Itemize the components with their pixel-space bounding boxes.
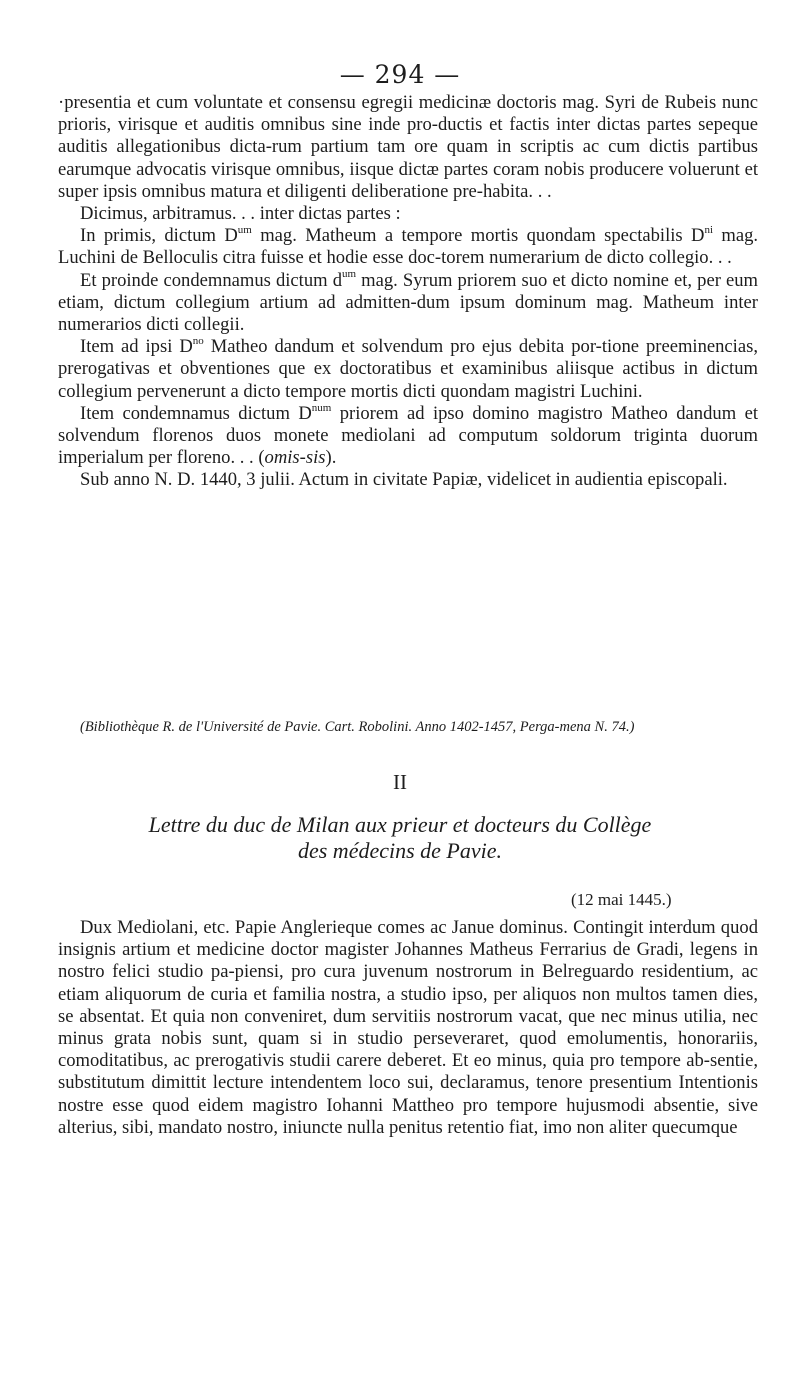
paragraph (58, 270, 758, 337)
superscript: no (192, 335, 204, 348)
arbitration-text (58, 92, 758, 492)
text-run: Et proinde condemnamus dictum d (80, 269, 342, 291)
letter-text (58, 917, 758, 1139)
text-run: priorem ad ipso domino magistro Matheo dandum et solvendum florenos duos monete mediolani ad computum soldorum triginta duorum imperialum per floreno. . . ( (58, 402, 758, 469)
text-run: ). (325, 447, 337, 469)
text-run: Item condemnamus dictum D (80, 402, 312, 424)
superscript: um (342, 268, 357, 281)
text-run: In primis, dictum D (80, 225, 238, 247)
section-title (0, 812, 800, 864)
title-line: Lettre du duc de Milan aux prieur et docteurs du Collège (148, 812, 652, 837)
letter-date: (12 mai 1445.) (571, 890, 672, 909)
text-run: mag. Matheum a tempore mortis quondam spectabilis D (251, 225, 705, 247)
paragraph (58, 403, 758, 470)
superscript: ni (704, 224, 713, 237)
paragraph (58, 336, 758, 403)
paragraph: ·presentia et cum voluntate et consensu egregii medicinæ doctoris mag. Syri de Rubeis nunc prioris, virisque et auditis omnibus sine inde pro-ductis et factis inter dictas partes sepeque auditis allegationibus dicta-rum partium tam ore quam in scriptis ac cum dictis partibus earumque advocatis virisque omnibus, iisque dictæ partes coram nobis producere voluerunt et super ipsis omnibus matura et diligenti deliberatione pre-habita. . . (58, 92, 758, 202)
page-number: — 294 — (339, 60, 461, 89)
text-run: Matheo dandum et solvendum pro ejus debita por-tione preeminencias, prerogativas et obventiones que ex doctoratibus et examinibus aliisque actibus in dictum collegium pervenerunt a dicto tempore mortis dicti quondam magistri Luchini. (58, 336, 758, 402)
italic-run: omis-sis (264, 447, 326, 469)
paragraph (58, 225, 758, 269)
superscript: num (311, 401, 332, 414)
text-run: mag. Luchini de Belloculis citra fuisse et hodie esse doc-torem numerarium de dicto collegio. . . (58, 225, 759, 269)
source-citation: (Bibliothèque R. de l'Université de Pavie. Cart. Robolini. Anno 1402-1457, Perga-mena N. 74.) (80, 719, 635, 735)
section-number: II (393, 770, 407, 794)
paragraph: Dux Mediolani, etc. Papie Anglerieque comes ac Janue dominus. Contingit interdum quod insignis artium et medicine doctor magister Johannes Matheus Ferrarius de Gradi, legens in nostro felici studio pa-piensi, pro cura juvenum nostrorum in Belreguardo residentium, ac etiam aliquorum de curia et familia nostra, a studio ipso, per aliquos non multos tamen dies, se absentat. Et quia non conveniret, dum servitiis nostrorum vacat, que nec minus utilia, nec minus grata nobis sunt, quam si in studio perseveraret, quod emolumentis, honorariis, comoditatibus, ac prerogativis studii carere deberet. Et eo minus, quia pro tempore ab-sentie, substitutum dimittit lecture intendentem loco sui, declaramus, tenore presentium Intentionis nostre esse quod eidem magistro Iohanni Mattheo pro tempore hujusmodi absentie, sive alterius, sibi, mandato nostro, iniuncte nulla penitus retentio fiat, imo non aliter quecumque (58, 917, 758, 1138)
paragraph: Sub anno N. D. 1440, 3 julii. Actum in civitate Papiæ, videlicet in audientia episcopali. (80, 469, 728, 491)
title-line: des médecins de Pavie. (297, 838, 503, 863)
superscript: um (237, 224, 252, 237)
text-run: Item ad ipsi D (80, 336, 193, 358)
paragraph: Dicimus, arbitramus. . . inter dictas partes : (80, 203, 401, 225)
text-run: mag. Syrum priorem suo et dicto nomine et, per eum etiam, dictum collegium artium ad admitten-dum ipsum dominum mag. Matheum inter numerarios dicti collegii. (58, 269, 758, 336)
